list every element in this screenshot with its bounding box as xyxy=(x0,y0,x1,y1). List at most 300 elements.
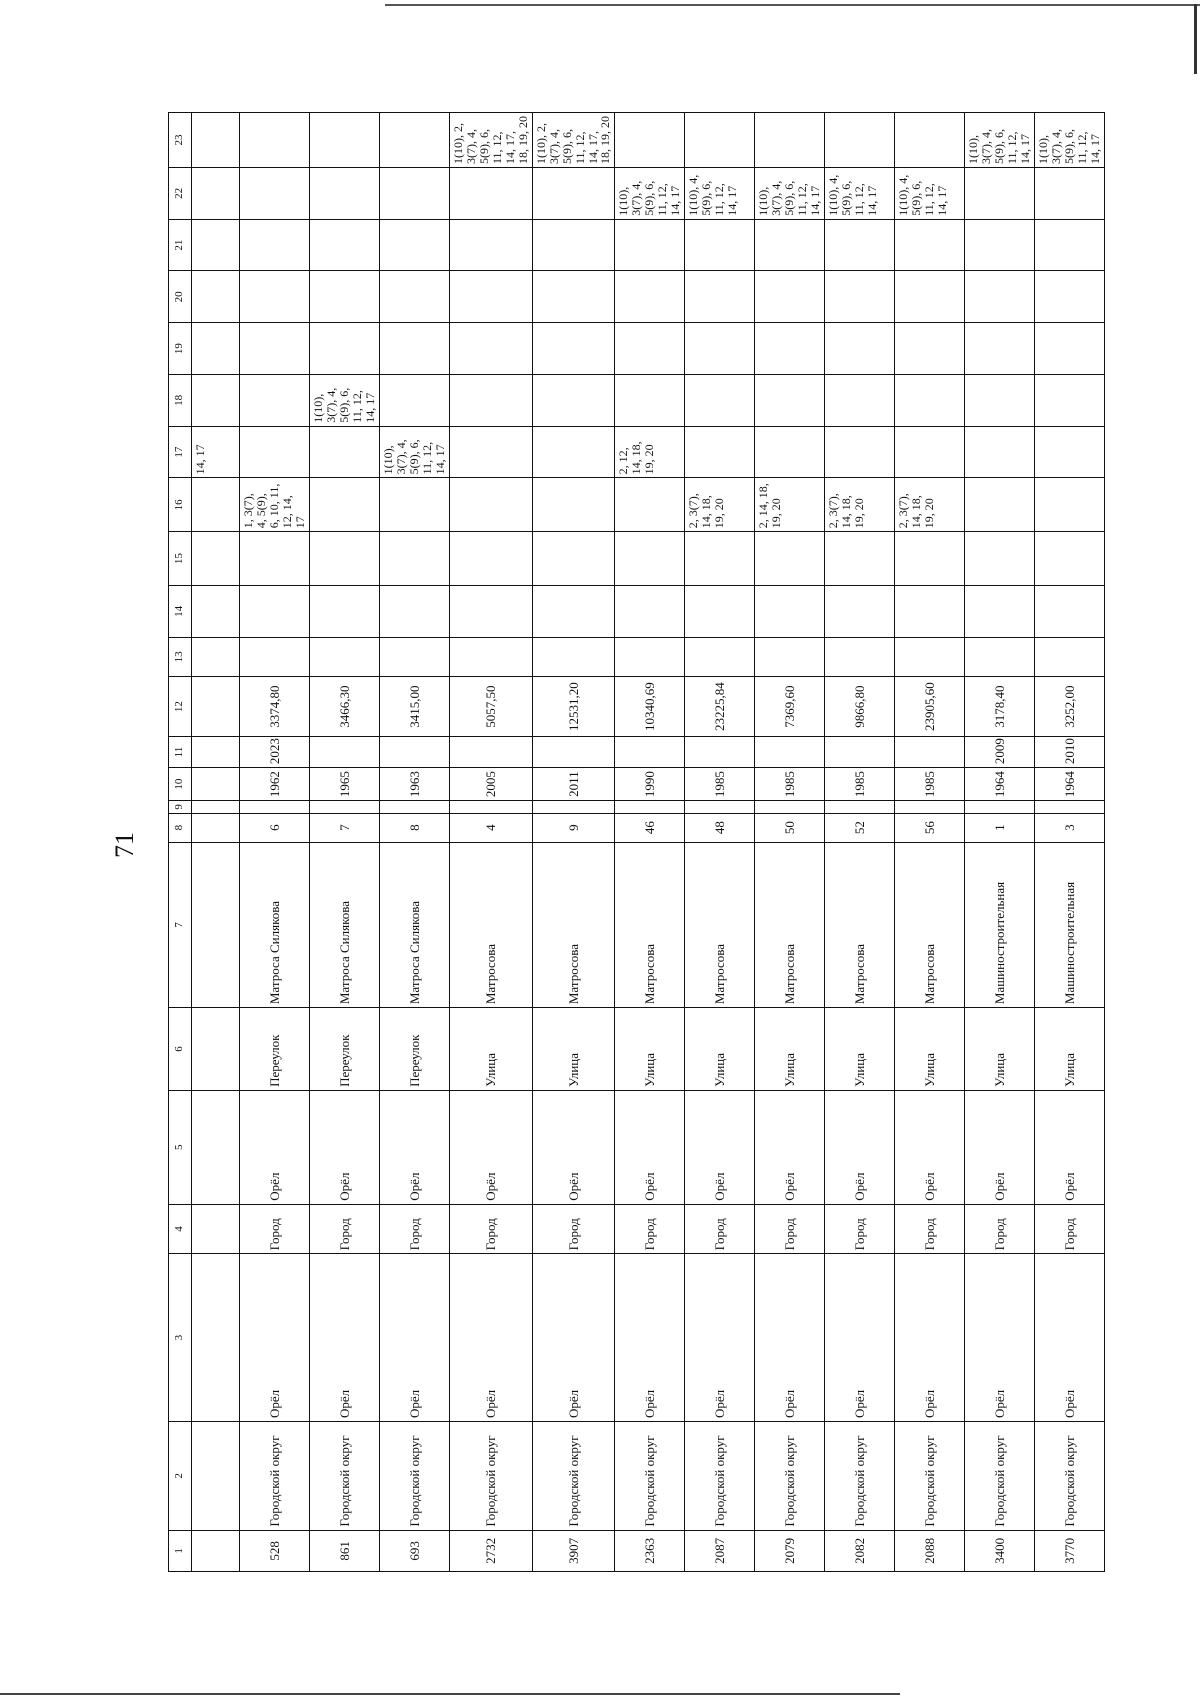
cell-col-17: 1(10), 3(7), 4, 5(9), 6, 11, 12, 14, 17 xyxy=(380,426,450,478)
cell-col-19 xyxy=(825,323,895,375)
cell-col-11 xyxy=(380,737,450,768)
cell-col-14 xyxy=(192,586,240,638)
cell-col-10: 2005 xyxy=(450,768,533,801)
table-row xyxy=(825,113,895,1572)
column-number-7: 7 xyxy=(169,842,192,1008)
cell-col-21 xyxy=(450,219,533,271)
column-number-16: 16 xyxy=(169,478,192,532)
column-number-8: 8 xyxy=(169,813,192,842)
cell-col-23 xyxy=(240,113,310,168)
cell-col-22 xyxy=(310,168,380,220)
cell-col-1: 3770 xyxy=(1035,1530,1105,1571)
cell-col-19 xyxy=(450,323,533,375)
column-number-15: 15 xyxy=(169,532,192,586)
cell-col-2: Городской округ xyxy=(310,1421,380,1530)
column-number-9: 9 xyxy=(169,801,192,813)
cell-col-1: 3400 xyxy=(965,1530,1035,1571)
cell-col-15 xyxy=(192,532,240,586)
cell-col-9 xyxy=(450,801,533,813)
cell-col-19 xyxy=(310,323,380,375)
cell-col-14 xyxy=(380,586,450,638)
cell-col-7: Матроса Силякова xyxy=(240,842,310,1008)
column-number-17: 17 xyxy=(169,426,192,478)
cell-col-17: 14, 17 xyxy=(192,426,240,478)
cell-col-12: 3374,80 xyxy=(240,677,310,737)
cell-col-8: 4 xyxy=(450,813,533,842)
cell-col-8: 52 xyxy=(825,813,895,842)
cell-col-20 xyxy=(685,271,755,323)
cell-col-6: Улица xyxy=(755,1008,825,1091)
cell-col-7: Матроса Силякова xyxy=(380,842,450,1008)
cell-col-8: 56 xyxy=(895,813,965,842)
cell-col-8: 7 xyxy=(310,813,380,842)
cell-col-21 xyxy=(192,219,240,271)
column-number-5: 5 xyxy=(169,1090,192,1204)
cell-col-23 xyxy=(310,113,380,168)
cell-col-8: 3 xyxy=(1035,813,1105,842)
cell-col-9 xyxy=(895,801,965,813)
cell-col-23 xyxy=(755,113,825,168)
cell-col-13 xyxy=(685,637,755,676)
cell-col-16: 1, 3(7), 4, 5(9), 6, 10, 11, 12, 14, 17 xyxy=(240,478,310,532)
column-number-10: 10 xyxy=(169,768,192,801)
cell-col-12: 5057,50 xyxy=(450,677,533,737)
column-number-13: 13 xyxy=(169,637,192,676)
cell-col-2: Городской округ xyxy=(895,1421,965,1530)
cell-col-9 xyxy=(755,801,825,813)
cell-col-14 xyxy=(685,586,755,638)
cell-col-20 xyxy=(192,271,240,323)
cell-col-7: Машиностроительная xyxy=(1035,842,1105,1008)
cell-col-23 xyxy=(895,113,965,168)
cell-col-12: 10340,69 xyxy=(615,677,685,737)
cell-col-11 xyxy=(532,737,615,768)
cell-col-8: 9 xyxy=(532,813,615,842)
cell-col-17 xyxy=(965,426,1035,478)
cell-col-20 xyxy=(1035,271,1105,323)
table-body xyxy=(192,113,1105,1572)
cell-col-4: Город xyxy=(380,1204,450,1254)
cell-col-15 xyxy=(240,532,310,586)
cell-col-6: Улица xyxy=(965,1008,1035,1091)
cell-col-14 xyxy=(240,586,310,638)
cell-col-4: Город xyxy=(965,1204,1035,1254)
cell-col-5: Орёл xyxy=(825,1090,895,1204)
rotated-table-wrapper xyxy=(168,112,1103,1572)
cell-col-14 xyxy=(450,586,533,638)
cell-col-20 xyxy=(615,271,685,323)
cell-col-2: Городской округ xyxy=(380,1421,450,1530)
cell-col-7: Матроса Силякова xyxy=(310,842,380,1008)
cell-col-4: Город xyxy=(1035,1204,1105,1254)
cell-col-2: Городской округ xyxy=(1035,1421,1105,1530)
cell-col-19 xyxy=(192,323,240,375)
cell-col-1: 528 xyxy=(240,1530,310,1571)
cell-col-5: Орёл xyxy=(532,1090,615,1204)
cell-col-14 xyxy=(532,586,615,638)
cell-col-1: 2732 xyxy=(450,1530,533,1571)
cell-col-7: Матросова xyxy=(450,842,533,1008)
cell-col-21 xyxy=(240,219,310,271)
cell-col-9 xyxy=(685,801,755,813)
column-number-3: 3 xyxy=(169,1254,192,1422)
cell-col-19 xyxy=(755,323,825,375)
cell-col-22 xyxy=(1035,168,1105,220)
cell-col-6: Улица xyxy=(1035,1008,1105,1091)
cell-col-13 xyxy=(380,637,450,676)
cell-col-2: Городской округ xyxy=(615,1421,685,1530)
cell-col-17 xyxy=(450,426,533,478)
cell-col-16 xyxy=(965,478,1035,532)
cell-col-18 xyxy=(685,374,755,426)
cell-col-23 xyxy=(825,113,895,168)
cell-col-20 xyxy=(310,271,380,323)
column-number-23: 23 xyxy=(169,113,192,168)
table-row xyxy=(1035,113,1105,1572)
cell-col-23: 1(10), 2, 3(7), 4, 5(9), 6, 11, 12, 14, 17, 18, 19, 20 xyxy=(532,113,615,168)
cell-col-3: Орёл xyxy=(895,1254,965,1422)
cell-col-5: Орёл xyxy=(310,1090,380,1204)
cell-col-15 xyxy=(450,532,533,586)
cell-col-23 xyxy=(380,113,450,168)
cell-col-3: Орёл xyxy=(240,1254,310,1422)
cell-col-16 xyxy=(192,478,240,532)
cell-col-15 xyxy=(685,532,755,586)
cell-col-13 xyxy=(965,637,1035,676)
cell-col-19 xyxy=(1035,323,1105,375)
cell-col-1: 2082 xyxy=(825,1530,895,1571)
cell-col-22 xyxy=(240,168,310,220)
cell-col-11 xyxy=(755,737,825,768)
cell-col-1: 861 xyxy=(310,1530,380,1571)
cell-col-2: Городской округ xyxy=(755,1421,825,1530)
cell-col-17 xyxy=(895,426,965,478)
table-row xyxy=(755,113,825,1572)
cell-col-21 xyxy=(895,219,965,271)
cell-col-21 xyxy=(310,219,380,271)
cell-col-1: 693 xyxy=(380,1530,450,1571)
cell-col-10: 1965 xyxy=(310,768,380,801)
column-number-21: 21 xyxy=(169,219,192,271)
cell-col-12: 9866,80 xyxy=(825,677,895,737)
cell-col-15 xyxy=(1035,532,1105,586)
cell-col-7: Матросова xyxy=(825,842,895,1008)
cell-col-13 xyxy=(192,637,240,676)
cell-col-6: Улица xyxy=(685,1008,755,1091)
cell-col-16: 2, 3(7), 14, 18, 19, 20 xyxy=(825,478,895,532)
cell-col-12: 12531,20 xyxy=(532,677,615,737)
column-number-1: 1 xyxy=(169,1530,192,1571)
cell-col-18 xyxy=(450,374,533,426)
table-row xyxy=(192,113,240,1572)
cell-col-21 xyxy=(755,219,825,271)
cell-col-20 xyxy=(895,271,965,323)
cell-col-22: 1(10), 4, 5(9), 6, 11, 12, 14, 17 xyxy=(685,168,755,220)
cell-col-10: 1985 xyxy=(825,768,895,801)
cell-col-20 xyxy=(755,271,825,323)
cell-col-7: Матросова xyxy=(755,842,825,1008)
cell-col-16 xyxy=(615,478,685,532)
cell-col-15 xyxy=(615,532,685,586)
cell-col-18: 1(10), 3(7), 4, 5(9), 6, 11, 12, 14, 17 xyxy=(310,374,380,426)
cell-col-1: 3907 xyxy=(532,1530,615,1571)
cell-col-21 xyxy=(685,219,755,271)
cell-col-22: 1(10), 4, 5(9), 6, 11, 12, 14, 17 xyxy=(825,168,895,220)
cell-col-11 xyxy=(895,737,965,768)
cell-col-22 xyxy=(532,168,615,220)
cell-col-7: Машиностроительная xyxy=(965,842,1035,1008)
cell-col-3: Орёл xyxy=(965,1254,1035,1422)
cell-col-5: Орёл xyxy=(755,1090,825,1204)
page-number: 71 xyxy=(110,832,139,858)
cell-col-8 xyxy=(192,813,240,842)
cell-col-16 xyxy=(310,478,380,532)
cell-col-15 xyxy=(825,532,895,586)
cell-col-23 xyxy=(685,113,755,168)
cell-col-15 xyxy=(755,532,825,586)
cell-col-19 xyxy=(615,323,685,375)
cell-col-10: 2011 xyxy=(532,768,615,801)
cell-col-19 xyxy=(532,323,615,375)
column-number-19: 19 xyxy=(169,323,192,375)
cell-col-12: 7369,60 xyxy=(755,677,825,737)
cell-col-13 xyxy=(1035,637,1105,676)
cell-col-9 xyxy=(192,801,240,813)
cell-col-4: Город xyxy=(615,1204,685,1254)
cell-col-11 xyxy=(310,737,380,768)
cell-col-20 xyxy=(825,271,895,323)
cell-col-9 xyxy=(825,801,895,813)
table-row xyxy=(310,113,380,1572)
cell-col-5 xyxy=(192,1090,240,1204)
cell-col-21 xyxy=(380,219,450,271)
column-number-12: 12 xyxy=(169,677,192,737)
cell-col-3 xyxy=(192,1254,240,1422)
column-number-11: 11 xyxy=(169,737,192,768)
cell-col-3: Орёл xyxy=(615,1254,685,1422)
cell-col-3: Орёл xyxy=(685,1254,755,1422)
cell-col-17 xyxy=(755,426,825,478)
cell-col-11 xyxy=(685,737,755,768)
cell-col-8: 46 xyxy=(615,813,685,842)
cell-col-17 xyxy=(310,426,380,478)
cell-col-4 xyxy=(192,1204,240,1254)
cell-col-9 xyxy=(965,801,1035,813)
column-number-row xyxy=(169,113,192,1572)
cell-col-6: Переулок xyxy=(380,1008,450,1091)
cell-col-11 xyxy=(615,737,685,768)
cell-col-18 xyxy=(825,374,895,426)
cell-col-17 xyxy=(685,426,755,478)
cell-col-4: Город xyxy=(895,1204,965,1254)
table-row xyxy=(450,113,533,1572)
cell-col-8: 50 xyxy=(755,813,825,842)
cell-col-13 xyxy=(615,637,685,676)
cell-col-11 xyxy=(450,737,533,768)
register-table xyxy=(168,112,1105,1572)
cell-col-13 xyxy=(825,637,895,676)
cell-col-13 xyxy=(532,637,615,676)
cell-col-6: Улица xyxy=(825,1008,895,1091)
cell-col-6: Переулок xyxy=(240,1008,310,1091)
cell-col-10 xyxy=(192,768,240,801)
cell-col-14 xyxy=(310,586,380,638)
cell-col-9 xyxy=(240,801,310,813)
table-row xyxy=(240,113,310,1572)
cell-col-3: Орёл xyxy=(380,1254,450,1422)
cell-col-21 xyxy=(532,219,615,271)
cell-col-9 xyxy=(532,801,615,813)
cell-col-6: Переулок xyxy=(310,1008,380,1091)
cell-col-16 xyxy=(380,478,450,532)
cell-col-1 xyxy=(192,1530,240,1571)
cell-col-15 xyxy=(965,532,1035,586)
cell-col-2: Городской округ xyxy=(450,1421,533,1530)
cell-col-20 xyxy=(380,271,450,323)
cell-col-18 xyxy=(1035,374,1105,426)
cell-col-3: Орёл xyxy=(532,1254,615,1422)
cell-col-4: Город xyxy=(240,1204,310,1254)
column-number-6: 6 xyxy=(169,1008,192,1091)
cell-col-19 xyxy=(240,323,310,375)
cell-col-11 xyxy=(825,737,895,768)
cell-col-16 xyxy=(450,478,533,532)
cell-col-11: 2010 xyxy=(1035,737,1105,768)
cell-col-7: Матросова xyxy=(685,842,755,1008)
cell-col-11 xyxy=(192,737,240,768)
cell-col-9 xyxy=(615,801,685,813)
cell-col-11: 2023 xyxy=(240,737,310,768)
column-number-22: 22 xyxy=(169,168,192,220)
cell-col-14 xyxy=(755,586,825,638)
cell-col-18 xyxy=(240,374,310,426)
cell-col-22: 1(10), 3(7), 4, 5(9), 6, 11, 12, 14, 17 xyxy=(755,168,825,220)
cell-col-1: 2079 xyxy=(755,1530,825,1571)
cell-col-8: 8 xyxy=(380,813,450,842)
cell-col-16: 2, 14, 18, 19, 20 xyxy=(755,478,825,532)
cell-col-8: 1 xyxy=(965,813,1035,842)
cell-col-17: 2, 12, 14, 18, 19, 20 xyxy=(615,426,685,478)
cell-col-12: 3252,00 xyxy=(1035,677,1105,737)
cell-col-23: 1(10), 3(7), 4, 5(9), 6, 11, 12, 14, 17 xyxy=(1035,113,1105,168)
cell-col-17 xyxy=(240,426,310,478)
cell-col-21 xyxy=(615,219,685,271)
cell-col-22 xyxy=(965,168,1035,220)
cell-col-5: Орёл xyxy=(615,1090,685,1204)
cell-col-7: Матросова xyxy=(532,842,615,1008)
column-number-18: 18 xyxy=(169,374,192,426)
cell-col-19 xyxy=(685,323,755,375)
cell-col-3: Орёл xyxy=(755,1254,825,1422)
cell-col-6: Улица xyxy=(615,1008,685,1091)
cell-col-22: 1(10), 4, 5(9), 6, 11, 12, 14, 17 xyxy=(895,168,965,220)
cell-col-23: 1(10), 2, 3(7), 4, 5(9), 6, 11, 12, 14, 17, 18, 19, 20 xyxy=(450,113,533,168)
cell-col-23 xyxy=(192,113,240,168)
cell-col-22 xyxy=(192,168,240,220)
cell-col-18 xyxy=(192,374,240,426)
cell-col-21 xyxy=(825,219,895,271)
table-row xyxy=(380,113,450,1572)
cell-col-22 xyxy=(450,168,533,220)
cell-col-13 xyxy=(310,637,380,676)
cell-col-4: Город xyxy=(825,1204,895,1254)
cell-col-23: 1(10), 3(7), 4, 5(9), 6, 11, 12, 14, 17 xyxy=(965,113,1035,168)
cell-col-4: Город xyxy=(755,1204,825,1254)
cell-col-10: 1963 xyxy=(380,768,450,801)
cell-col-19 xyxy=(965,323,1035,375)
cell-col-7 xyxy=(192,842,240,1008)
cell-col-20 xyxy=(532,271,615,323)
cell-col-9 xyxy=(380,801,450,813)
cell-col-10: 1985 xyxy=(895,768,965,801)
scan-edge-right xyxy=(1194,4,1197,74)
cell-col-3: Орёл xyxy=(310,1254,380,1422)
cell-col-5: Орёл xyxy=(1035,1090,1105,1204)
cell-col-13 xyxy=(755,637,825,676)
scan-edge-top xyxy=(385,4,1200,6)
cell-col-19 xyxy=(380,323,450,375)
cell-col-6: Улица xyxy=(532,1008,615,1091)
cell-col-2 xyxy=(192,1421,240,1530)
cell-col-12 xyxy=(192,677,240,737)
cell-col-4: Город xyxy=(310,1204,380,1254)
cell-col-15 xyxy=(310,532,380,586)
cell-col-9 xyxy=(1035,801,1105,813)
table-row xyxy=(615,113,685,1572)
cell-col-18 xyxy=(615,374,685,426)
cell-col-15 xyxy=(532,532,615,586)
cell-col-16: 2, 3(7), 14, 18, 19, 20 xyxy=(895,478,965,532)
cell-col-16 xyxy=(532,478,615,532)
cell-col-20 xyxy=(450,271,533,323)
column-number-2: 2 xyxy=(169,1421,192,1530)
cell-col-13 xyxy=(450,637,533,676)
cell-col-4: Город xyxy=(450,1204,533,1254)
cell-col-2: Городской округ xyxy=(965,1421,1035,1530)
column-number-14: 14 xyxy=(169,586,192,638)
cell-col-10: 1962 xyxy=(240,768,310,801)
cell-col-14 xyxy=(895,586,965,638)
cell-col-18 xyxy=(755,374,825,426)
cell-col-10: 1990 xyxy=(615,768,685,801)
cell-col-20 xyxy=(240,271,310,323)
cell-col-18 xyxy=(532,374,615,426)
cell-col-14 xyxy=(1035,586,1105,638)
cell-col-9 xyxy=(310,801,380,813)
cell-col-12: 3415,00 xyxy=(380,677,450,737)
cell-col-20 xyxy=(965,271,1035,323)
cell-col-2: Городской округ xyxy=(685,1421,755,1530)
cell-col-2: Городской округ xyxy=(825,1421,895,1530)
cell-col-17 xyxy=(1035,426,1105,478)
cell-col-10: 1964 xyxy=(1035,768,1105,801)
cell-col-17 xyxy=(825,426,895,478)
cell-col-8: 6 xyxy=(240,813,310,842)
cell-col-22: 1(10), 3(7), 4, 5(9), 6, 11, 12, 14, 17 xyxy=(615,168,685,220)
cell-col-5: Орёл xyxy=(450,1090,533,1204)
cell-col-14 xyxy=(825,586,895,638)
cell-col-12: 23905,60 xyxy=(895,677,965,737)
cell-col-15 xyxy=(895,532,965,586)
cell-col-12: 23225,84 xyxy=(685,677,755,737)
table-row xyxy=(532,113,615,1572)
cell-col-2: Городской округ xyxy=(240,1421,310,1530)
cell-col-5: Орёл xyxy=(380,1090,450,1204)
cell-col-12: 3178,40 xyxy=(965,677,1035,737)
column-number-20: 20 xyxy=(169,271,192,323)
cell-col-10: 1964 xyxy=(965,768,1035,801)
column-number-4: 4 xyxy=(169,1204,192,1254)
